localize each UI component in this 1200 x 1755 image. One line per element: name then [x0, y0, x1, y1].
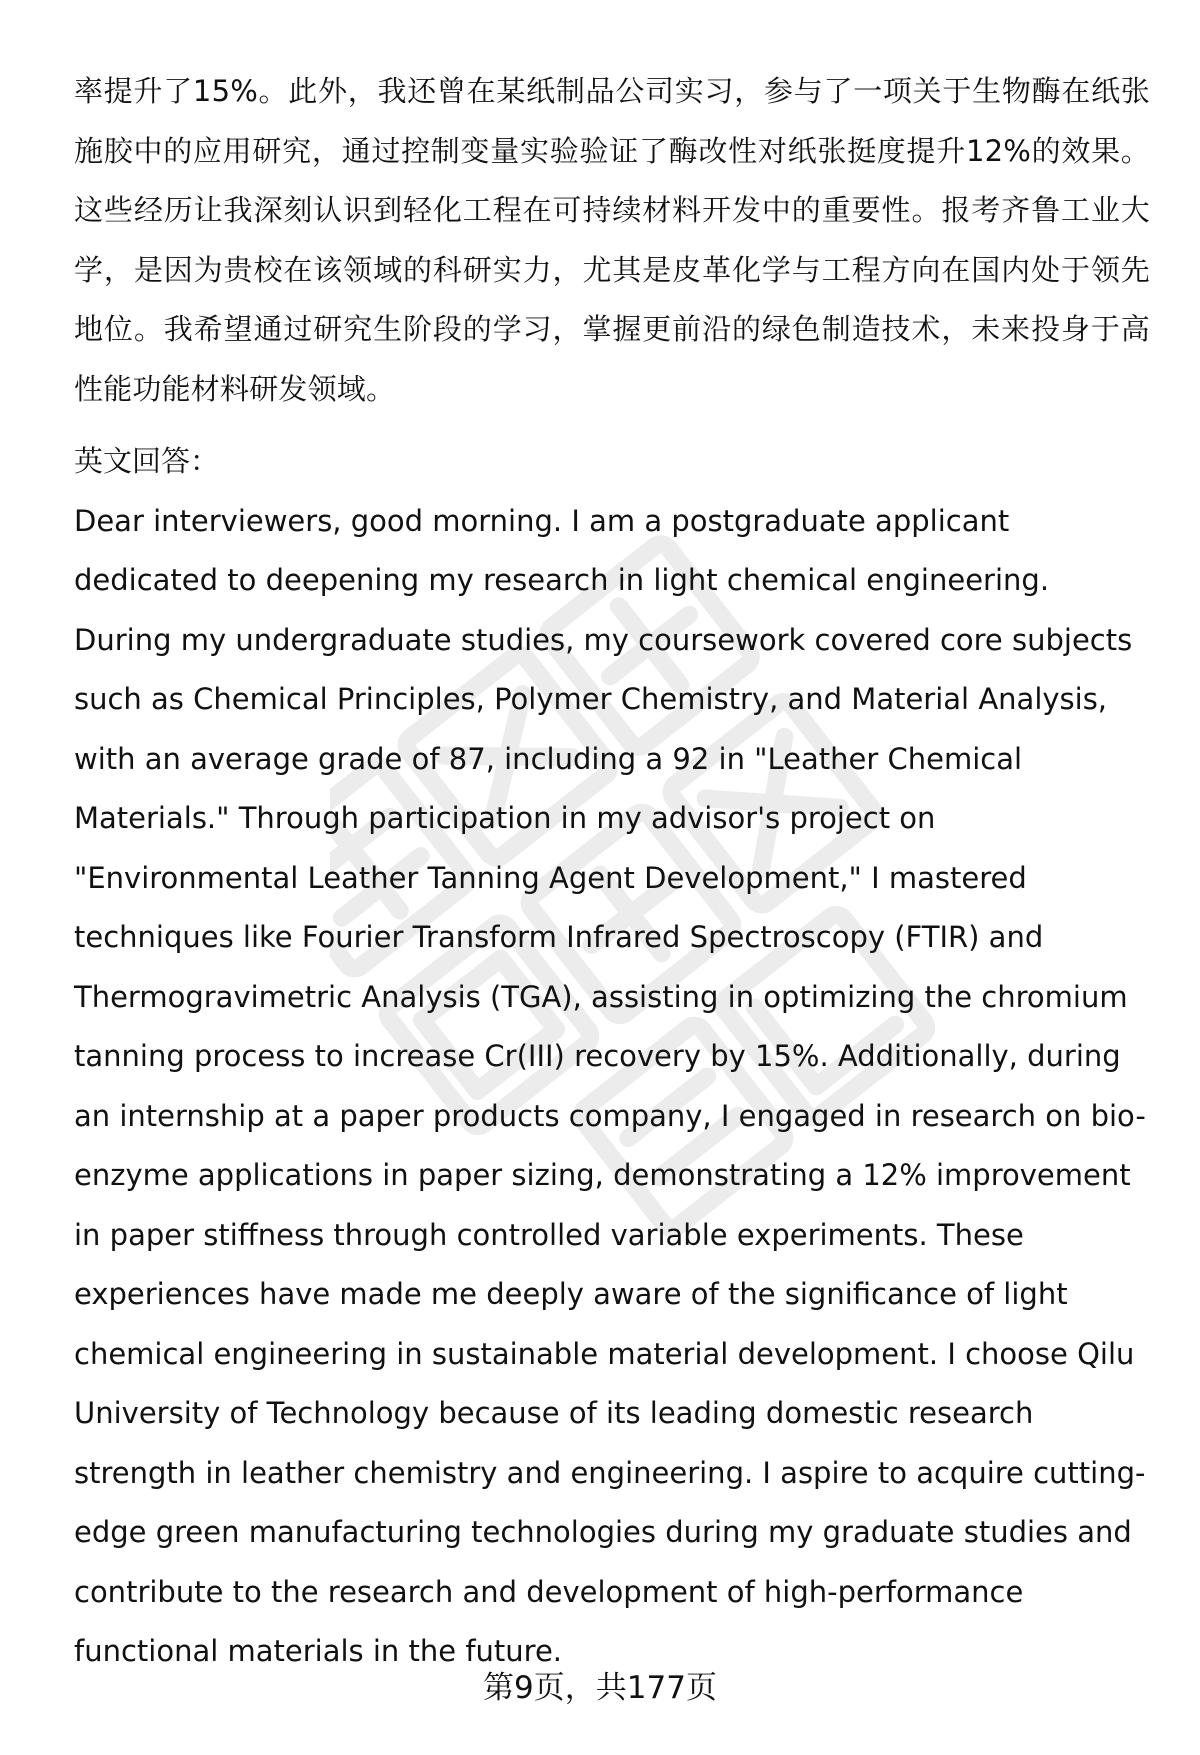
content-area [74, 62, 1150, 1682]
english-answer-paragraph: Dear interviewers, good morning. I am a postgraduate applicant dedicated to deepening my research in light chemical engineering. During my undergraduate studies, my coursework covered core subjects such as Chemical Principles, Polymer Chemistry, and Material Analysis, with an average grade of 87, including a 92 in "Leather Chemical Materials." Through participation in my advisor's project on "Environmental Leather Tanning Agent Development," I mastered techniques like Fourier Transform Infrared Spectroscopy (FTIR) and Thermogravimetric Analysis (TGA), assisting in optimizing the chromium tanning process to increase Cr(III) recovery by 15%. Additionally, during an internship at a paper products company, I engaged in research on bio-enzyme applications in paper sizing, demonstrating a 12% improvement in paper stiffness through controlled variable experiments. These experiences have made me deeply aware of the significance of light chemical engineering in sustainable material development. I choose Qilu University of Technology because of its leading domestic research strength in leather chemistry and engineering. I aspire to acquire cutting-edge green manufacturing technologies during my graduate studies and contribute to the research and development of high-performance functional materials in the future. [74, 503, 1146, 1668]
english-answer-label: 英文回答： [74, 444, 220, 478]
page-number-footer: 第9页，共177页 [483, 1670, 717, 1706]
chinese-answer-paragraph: 率提升了15%。此外，我还曾在某纸制品公司实习，参与了一项关于生物酶在纸张施胶中的应用研究，通过控制变量实验验证了酶改性对纸张挺度提升12%的效果。这些经历让我深刻认识到轻化工程在可持续材料开发中的重要性。报考齐鲁工业大学，是因为贵校在该领域的科研实力，尤其是皮革化学与工程方向在国内处于领先地位。我希望通过研究生阶段的学习，掌握更前沿的绿色制造技术，未来投身于高性能功能材料研发领域。 [74, 74, 1150, 406]
